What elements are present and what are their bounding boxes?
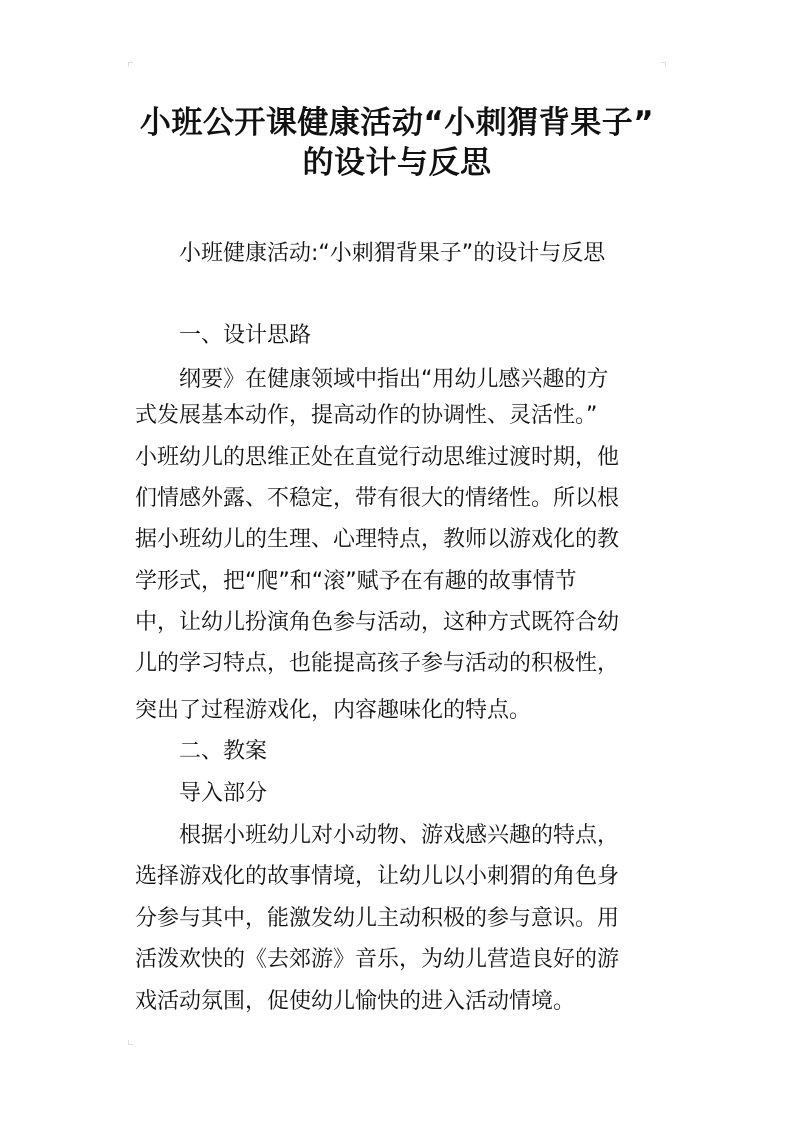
document-title-line-1: 小班公开课健康活动“小刺猬背果子”	[139, 105, 655, 141]
document-subtitle: 小班健康活动:“小刺猬背果子”的设计与反思	[179, 241, 606, 266]
paragraph-line: 学形式，把“爬”和“滚”赋予在有趣的故事情节	[135, 569, 577, 594]
corner-mark-bottom-left	[128, 1040, 133, 1045]
document-title-line-2: 的设计与反思	[302, 145, 492, 181]
paragraph-line: 选择游戏化的故事情境，让幼儿以小刺猬的角色身	[135, 864, 620, 889]
paragraph-line: 活泼欢快的《去郊游》音乐，为幼儿营造良好的游	[135, 947, 620, 972]
paragraph-line: 儿的学习特点，也能提高孩子参与活动的积极性，	[135, 651, 620, 676]
paragraph-line: 式发展基本动作，提高动作的协调性、灵活性。”	[135, 403, 598, 428]
paragraph-line: 们情感外露、不稳定，带有很大的情绪性。所以根	[135, 486, 620, 511]
section-heading-lesson-plan: 二、教案	[179, 739, 268, 764]
paragraph-line: 戏活动氛围，促使幼儿愉快的进入活动情境。	[135, 989, 576, 1014]
paragraph-line: 根据小班幼儿对小动物、游戏感兴趣的特点，	[179, 823, 620, 848]
paragraph-line: 分参与其中，能激发幼儿主动积极的参与意识。用	[135, 906, 620, 931]
section-heading-design: 一、设计思路	[179, 323, 312, 348]
corner-mark-top-left	[128, 62, 133, 67]
paragraph-line: 突出了过程游戏化，内容趣味化的特点。	[135, 698, 532, 723]
corner-mark-top-right	[661, 62, 666, 67]
paragraph-line: 据小班幼儿的生理、心理特点，教师以游戏化的教	[135, 527, 620, 552]
paragraph-line: 小班幼儿的思维正处在直觉行动思维过渡时期，他	[135, 445, 620, 470]
paragraph-line: 中，让幼儿扮演角色参与活动，这种方式既符合幼	[135, 610, 620, 635]
subsection-heading-intro: 导入部分	[179, 781, 268, 806]
paragraph-line: 纲要》在健康领域中指出“用幼儿感兴趣的方	[179, 367, 609, 392]
